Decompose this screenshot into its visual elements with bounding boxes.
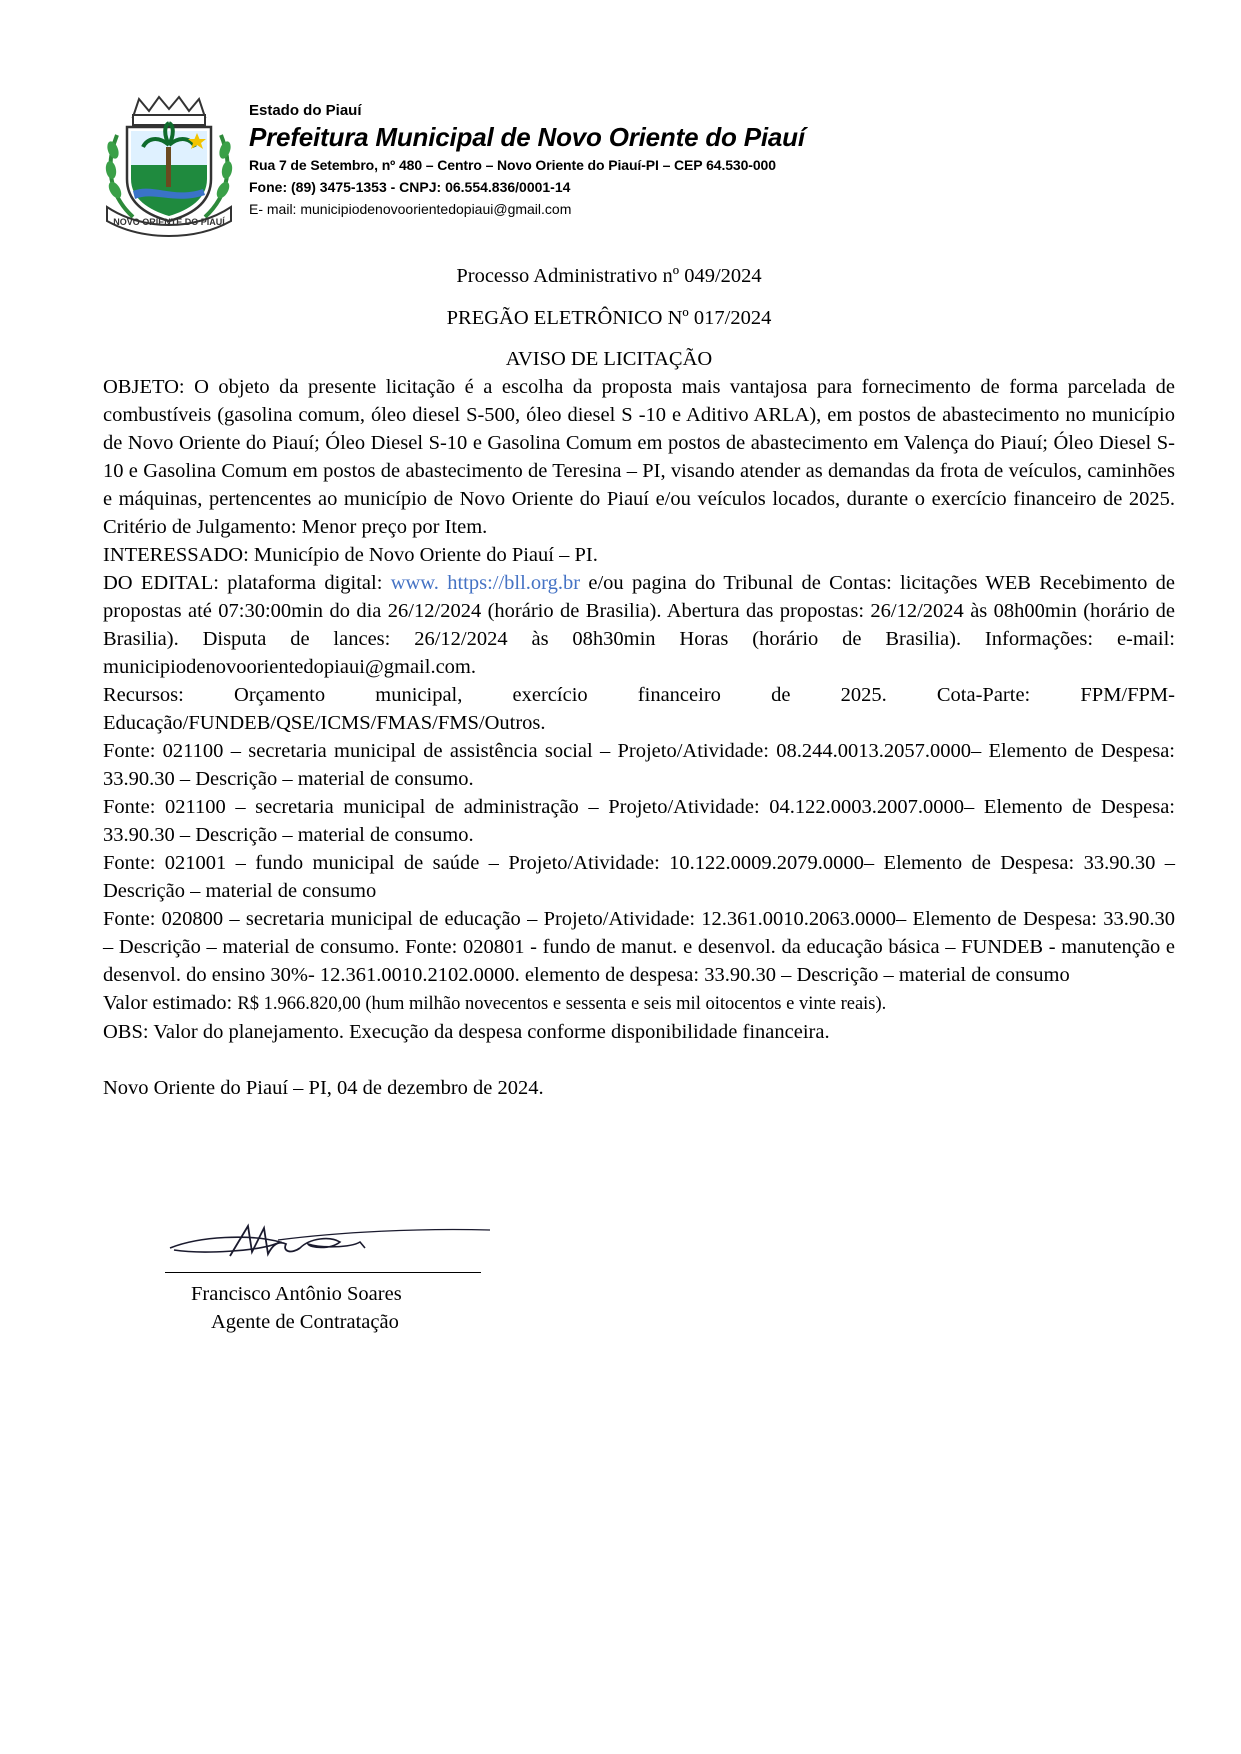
- signer-role: Agente de Contratação: [211, 1311, 399, 1333]
- state-name: Estado do Piauí: [249, 102, 362, 119]
- notice-title: AVISO DE LICITAÇÃO: [505, 348, 713, 370]
- handwritten-signature-icon: [160, 1218, 580, 1270]
- place-date: Novo Oriente do Piauí – PI, 04 de dezembro de 2024.: [103, 1077, 544, 1099]
- signer-block: [103, 1280, 503, 1336]
- municipal-crest-icon: [103, 95, 235, 237]
- signer-name: Francisco Antônio Soares: [191, 1283, 402, 1305]
- process-number: Processo Administrativo nº 049/2024: [456, 265, 762, 287]
- crest-banner-text: NOVO ORIENTE DO PIAUÍ: [113, 217, 225, 227]
- edital-paragraph: [103, 569, 1175, 681]
- valor-amount: R$ 1.966.820,00 (hum milhão novecentos e sessenta e seis mil oitocentos e vinte reais).: [237, 994, 887, 1014]
- edital-link[interactable]: www. https://bll.org.br: [390, 572, 581, 594]
- edital-details: e/ou pagina do Tribunal de Contas: licitações WEB Recebimento de propostas até 07:30:00min do dia 26/12/2024 (horário de Brasilia). Abertura das propostas: 26/12/2024 às 08h00min (horário de Brasilia). Disputa de lances: 26/12/2024 às 08h30min Horas (horário de Brasilia). Informações: e-mail: municipiodenovoorientedopiaui@gmail.com.: [103, 572, 1176, 678]
- interessado-paragraph: INTERESSADO: Município de Novo Oriente do Piauí – PI.: [103, 544, 598, 566]
- phone-cnpj-line: Fone: (89) 3475-1353 - CNPJ: 06.554.836/0001-14: [249, 179, 571, 195]
- obs-paragraph: OBS: Valor do planejamento. Execução da despesa conforme disponibilidade financeira.: [103, 1021, 830, 1043]
- edital-prefix: DO EDITAL: plataforma digital:: [103, 572, 391, 594]
- valor-label: Valor estimado:: [103, 992, 238, 1014]
- recursos-paragraph: Recursos: Orçamento municipal, exercício financeiro de 2025. Cota-Parte: FPM/FPM-Educação/FUNDEB/QSE/ICMS/FMAS/FMS/Outros.: [103, 684, 1175, 734]
- letterhead: [103, 95, 1003, 255]
- signature-line: [165, 1272, 481, 1273]
- valor-estimado: [103, 989, 1175, 1018]
- pregao-number: PREGÃO ELETRÔNICO Nº 017/2024: [446, 307, 772, 329]
- fonte-paragraph: Fonte: 020800 – secretaria municipal de educação – Projeto/Atividade: 12.361.0010.2063.0000– Elemento de Despesa: 33.90.30 – Descrição – material de consumo. Fonte: 020801 - fundo de manut. e desenvol. da educação básica – FUNDEB - manutenção e desenvol. do ensino 30%- 12.361.0010.2102.0000. elemento de despesa: 33.90.30 – Descrição – material de consumo: [103, 908, 1175, 986]
- address-line: Rua 7 de Setembro, nº 480 – Centro – Novo Oriente do Piauí-PI – CEP 64.530-000: [249, 157, 776, 173]
- fonte-paragraph: Fonte: 021100 – secretaria municipal de assistência social – Projeto/Atividade: 08.244.0013.2057.0000– Elemento de Despesa: 33.90.30 – Descrição – material de consumo.: [103, 740, 1175, 790]
- notice-body: [103, 262, 1175, 1102]
- email-line: E- mail: municipiodenovoorientedopiaui@gmail.com: [249, 201, 572, 217]
- municipality-title: Prefeitura Municipal de Novo Oriente do Piauí: [249, 122, 805, 152]
- fonte-paragraph: Fonte: 021001 – fundo municipal de saúde – Projeto/Atividade: 10.122.0009.2079.0000– Elemento de Despesa: 33.90.30 – Descrição – material de consumo: [103, 852, 1175, 902]
- fonte-paragraph: Fonte: 021100 – secretaria municipal de administração – Projeto/Atividade: 04.122.0003.2007.0000– Elemento de Despesa: 33.90.30 – Descrição – material de consumo.: [103, 796, 1175, 846]
- objeto-paragraph: OBJETO: O objeto da presente licitação é a escolha da proposta mais vantajosa para fornecimento de forma parcelada de combustíveis (gasolina comum, óleo diesel S-500, óleo diesel S -10 e Aditivo ARLA), em postos de abastecimento no município de Novo Oriente do Piauí; Óleo Diesel S-10 e Gasolina Comum em postos de abastecimento em Valença do Piauí; Óleo Diesel S-10 e Gasolina Comum em postos de abastecimento de Teresina – PI, visando atender as demandas da frota de veículos, caminhões e máquinas, pertencentes ao município de Novo Oriente do Piauí e/ou veículos locados, durante o exercício financeiro de 2025. Critério de Julgamento: Menor preço por Item.: [103, 376, 1175, 538]
